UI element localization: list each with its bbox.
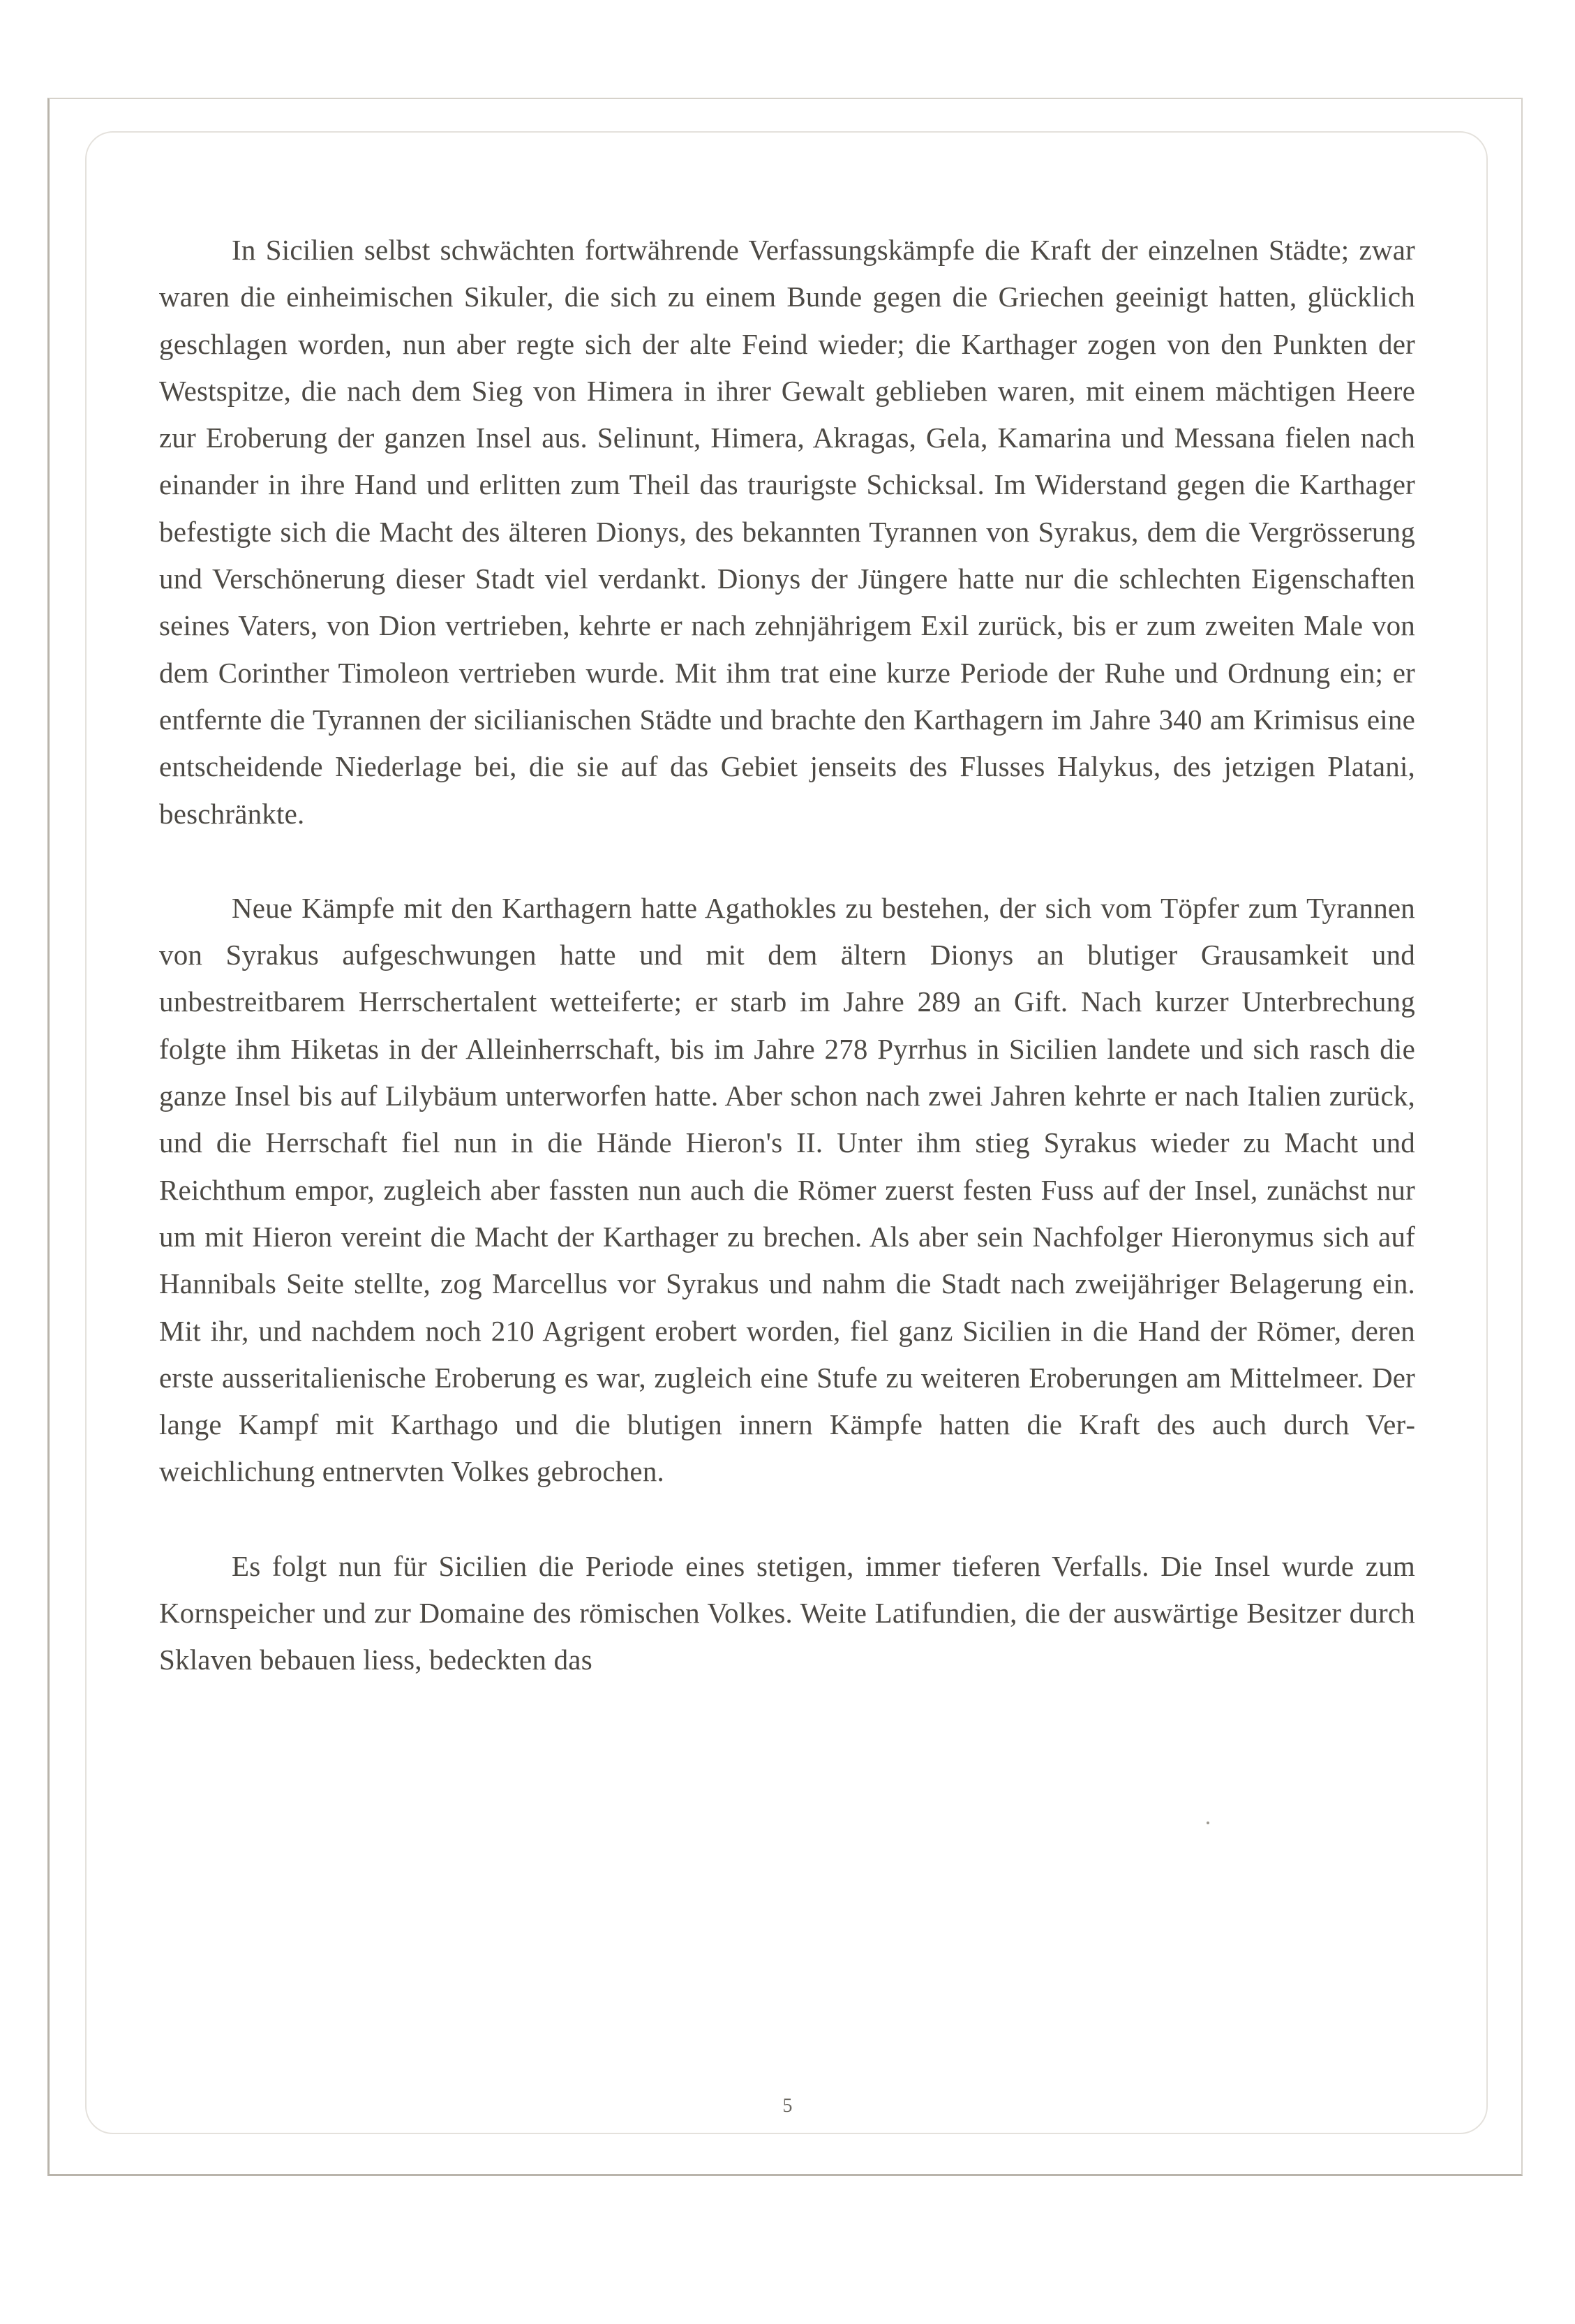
page-number: 5 <box>782 2095 793 2117</box>
paragraph-2: Neue Kämpfe mit den Karthagern hatte Agathokles zu bestehen, der sich vom Töpfer zum Tyrannen von Syrakus aufgeschwungen hatte und mit dem ältern Dionys an blutiger Grausamkeit und unbestreitbarem Herrschertalent wetteiferte; er starb im Jahre 289 an Gift. Nach kurzer Unterbrechung folgte ihm Hiketas in der Alleinherrschaft, bis im Jahre 278 Pyrrhus in Sicilien landete und sich rasch die ganze Insel bis auf Lilybäum unterworfen hatte. Aber schon nach zwei Jahren kehrte er nach Italien zurück, und die Herrschaft fiel nun in die Hände Hieron's II. Unter ihm stieg Syrakus wieder zu Macht und Reichthum empor, zugleich aber fassten nun auch die Römer zuerst festen Fuss auf der Insel, zunächst nur um mit Hieron vereint die Macht der Karthager zu brechen. Als aber sein Nachfolger Hieronymus sich auf Hannibals Seite stellte, zog Marcellus vor Syrakus und nahm die Stadt nach zweijähriger Belagerung ein. Mit ihr, und nachdem noch 210 Agrigent erobert worden, fiel ganz Sicilien in die Hand der Römer, deren erste ausseritalienische Eroberung es war, zugleich eine Stufe zu weiteren Eroberungen am Mittelmeer. Der lange Kampf mit Karthago und die blutigen innern Kämpfe hatten die Kraft des auch durch Verweichlichung entnervten Volkes gebrochen. <box>159 891 1415 1488</box>
body-text <box>159 227 1415 1684</box>
paragraph-1: In Sicilien selbst schwächten fortwährende Verfassungskämpfe die Kraft der einzelnen Städte; zwar waren die einheimischen Sikuler, die sich zu einem Bunde gegen die Griechen geeinigt hatten, glücklich geschlagen worden, nun aber regte sich der alte Feind wieder; die Karthager zogen von den Punkten der Westspitze, die nach dem Sieg von Himera in ihrer Gewalt geblieben waren, mit einem mächtigen Heere zur Eroberung der ganzen Insel aus. Selinunt, Himera, Akragas, Gela, Kamarina und Messana fielen nach einander in ihre Hand und erlitten zum Theil das traurigste Schicksal. Im Widerstand gegen die Karthager befestigte sich die Macht des älteren Dionys, des bekannten Tyrannen von Syrakus, dem die Vergrösserung und Verschönerung dieser Stadt viel verdankt. Dionys der Jüngere hatte nur die schlechten Eigenschaften seines Vaters, von Dion vertrieben, kehrte er nach zehnjährigem Exil zurück, bis er zum zweiten Male von dem Corinther Timoleon vertrieben wurde. Mit ihm trat eine kurze Periode der Ruhe und Ordnung ein; er entfernte die Tyrannen der sicilianischen Städte und brachte den Karthagern im Jahre 340 am Krimisus eine entscheidende Niederlage bei, die sie auf das Gebiet jenseits des Flusses Halykus, des jetzigen Platani, beschränkte. <box>159 234 1415 830</box>
print-speck <box>1207 1822 1209 1824</box>
paragraph-3: Es folgt nun für Sicilien die Periode eines stetigen, immer tieferen Verfalls. Die Insel wurde zum Kornspeicher und zur Domaine des römischen Volkes. Weite Latifundien, die der auswärtige Besitzer durch Sklaven bebauen liess, bedeckten das <box>159 1549 1415 1676</box>
